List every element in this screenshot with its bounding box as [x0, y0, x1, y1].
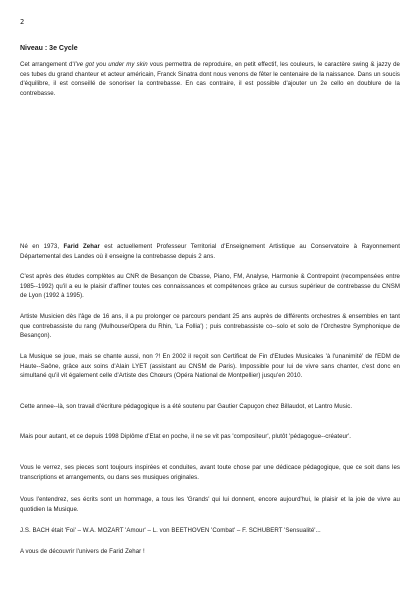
- song-title: I've got you under my skin: [73, 61, 148, 68]
- bio-paragraph-4: La Musique se joue, mais se chante aussi, non ?! En 2002 il reçoit son Certificat de Fin d'Etudes Musicales 'à l'unanimité' de l'EDM de Haute--Saône, grâce aux soins d'Alain LYET (assistant au CNSM de Paris). Impossible pour lui de vivre sans chanter, c'est donc en simultané qu'il vit également celle d'Artiste des Chœurs (Opéra National de Montpellier) jusqu'en 2010.: [20, 353, 400, 380]
- bio-p1-rest: est actuellement Professeur Territorial d'Enseignement Artistique au Conservatoire à Rayonnement Départemental des Landes où il enseigne la contrebasse depuis 2 ans.: [20, 243, 400, 260]
- page-number: 2: [20, 18, 25, 26]
- bio-paragraph-1: [20, 242, 400, 261]
- composer-name: Farid Zehar: [63, 243, 100, 250]
- bio-paragraph-10: A vous de découvrir l'univers de Farid Zehar !: [20, 548, 145, 555]
- bio-paragraph-2: C'est après des études complètes au CNR de Besançon de Cbasse, Piano, FM, Analyse, Harmonie & Contrepoint (recompensées entre 1985--1992) qu'il a eu le plaisir d'affiner toutes ces connaissances et compétences grâce au cursus supérieur de contrebasse du CNSM de Lyon (1992 à 1995).: [20, 273, 400, 300]
- level-heading: Niveau : 3e Cycle: [20, 45, 78, 52]
- bio-paragraph-5: Cette annee--là, son travail d'écriture pédagogique is a été soutenu par Gautier Capuçon chez Billaudot, et Lantro Music.: [20, 403, 353, 410]
- intro-text-rest: vous permettra de reproduire, en petit effectif, les couleurs, le caractère swing & jazzy de ces tubes du grand chanteur et acteur américain, Franck Sinatra dont nous venons de fêter le centenaire de la naissance. Dans un soucis d'équilibre, il est conseillé de sonoriser la contrebasse. En cas contraire, il est possible d'ajouter un 2e cello en doublure de la contrebasse.: [20, 61, 400, 97]
- intro-paragraph: [20, 60, 400, 98]
- bio-paragraph-7: Vous le verrez, ses pieces sont toujours inspirées et conduites, avant toute chose par une dédicace pédagogique, que ce soit dans les transcriptions et arrangements, ou dans ses musiques originales.: [20, 464, 400, 481]
- intro-text-start: Cet arrangement d': [20, 61, 74, 68]
- bio-p1-start: Né en 1973,: [20, 243, 64, 250]
- bio-paragraph-9: J.S. BACH était 'Foi' – W.A. MOZART 'Amour' – L. von BEETHOVEN 'Combat' – F. SCHUBERT 'Sensualité'...: [20, 527, 321, 534]
- bio-paragraph-8: Vous l'entendrez, ses écrits sont un hommage, a tous les 'Grands' qui lui donnent, encore aujourd'hui, le plaisir et la joie de vivre au quotidien la Musique.: [20, 496, 400, 513]
- bio-paragraph-3: Artiste Musicien dès l'âge de 16 ans, il a pu prolonger ce parcours pendant 25 ans auprès de différents orchestres & ensembles en tant que contrebassiste du rang (Mulhouse/Opera du Rhin, 'La Follia') ; puis contrebassiste co--solo et solo de l'Orchestre Symphonique de Besançon).: [20, 313, 400, 340]
- bio-paragraph-6: Mais pour autant, et ce depuis 1998 Diplôme d'Etat en poche, il ne se vit pas 'compositeur', plutôt 'pédagogue--créateur'.: [20, 433, 352, 440]
